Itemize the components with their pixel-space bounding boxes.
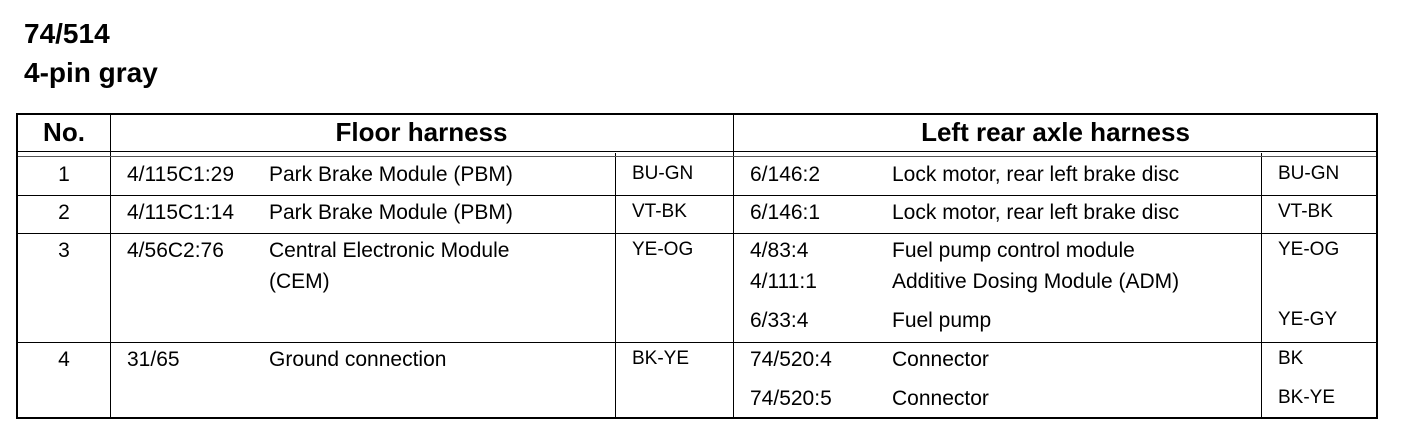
rear-wire-color: BU-GN (1278, 163, 1340, 184)
floor-wire-color: BU-GN (632, 163, 694, 184)
rear-wire-color: YE-OG (1278, 239, 1340, 260)
rear-wire-color: YE-GY (1278, 309, 1338, 330)
floor-code: 4/56C2:76 (127, 239, 224, 262)
connector-id: 74/514 (24, 18, 110, 49)
floor-component: Park Brake Module (PBM) (269, 163, 513, 186)
rear-code: 4/111:1 (750, 270, 817, 293)
column-divider (1261, 153, 1262, 417)
floor-code: 4/115C1:14 (127, 201, 235, 224)
rear-code: 74/520:5 (750, 387, 832, 410)
rear-component: Fuel pump control module (892, 239, 1135, 262)
header-divider (18, 151, 1376, 152)
floor-component: Park Brake Module (PBM) (269, 201, 513, 224)
rear-component: Connector (892, 348, 989, 371)
rear-component: Fuel pump (892, 309, 992, 332)
pin-number: 1 (58, 163, 70, 186)
pin-number: 4 (58, 348, 70, 371)
rear-wire-color: BK-YE (1278, 387, 1336, 408)
pin-number: 2 (58, 201, 70, 224)
floor-code: 31/65 (127, 348, 180, 371)
rear-code: 74/520:4 (750, 348, 832, 371)
rear-wire-color: VT-BK (1278, 201, 1333, 222)
rear-component: Connector (892, 387, 989, 410)
rear-component: Lock motor, rear left brake disc (892, 163, 1180, 186)
header-divider (18, 156, 1376, 157)
rear-code: 4/83:4 (750, 239, 809, 262)
header-no: No. (43, 117, 85, 147)
header-floor-harness: Floor harness (335, 117, 508, 147)
rear-code: 6/146:2 (750, 163, 821, 186)
rear-code: 6/33:4 (750, 309, 809, 332)
row-divider (18, 342, 1376, 343)
header-left-rear-axle-harness: Left rear axle harness (921, 117, 1190, 147)
floor-code: 4/115C1:29 (127, 163, 235, 186)
connector-description: 4-pin gray (24, 57, 158, 88)
floor-component: Central Electronic Module (269, 239, 510, 262)
rear-component: Additive Dosing Module (ADM) (892, 270, 1180, 293)
floor-component: Ground connection (269, 348, 447, 371)
pinout-table (16, 113, 1378, 419)
rear-wire-color: BK (1278, 348, 1304, 369)
column-divider (110, 115, 111, 417)
rear-component: Lock motor, rear left brake disc (892, 201, 1180, 224)
column-divider (615, 153, 616, 417)
row-divider (18, 233, 1376, 234)
rear-code: 6/146:1 (750, 201, 821, 224)
floor-wire-color: BK-YE (632, 348, 690, 369)
column-divider (733, 115, 734, 417)
row-divider (18, 195, 1376, 196)
floor-wire-color: VT-BK (632, 201, 687, 222)
floor-wire-color: YE-OG (632, 239, 694, 260)
pin-number: 3 (58, 239, 70, 262)
floor-component-continued: (CEM) (269, 270, 330, 293)
